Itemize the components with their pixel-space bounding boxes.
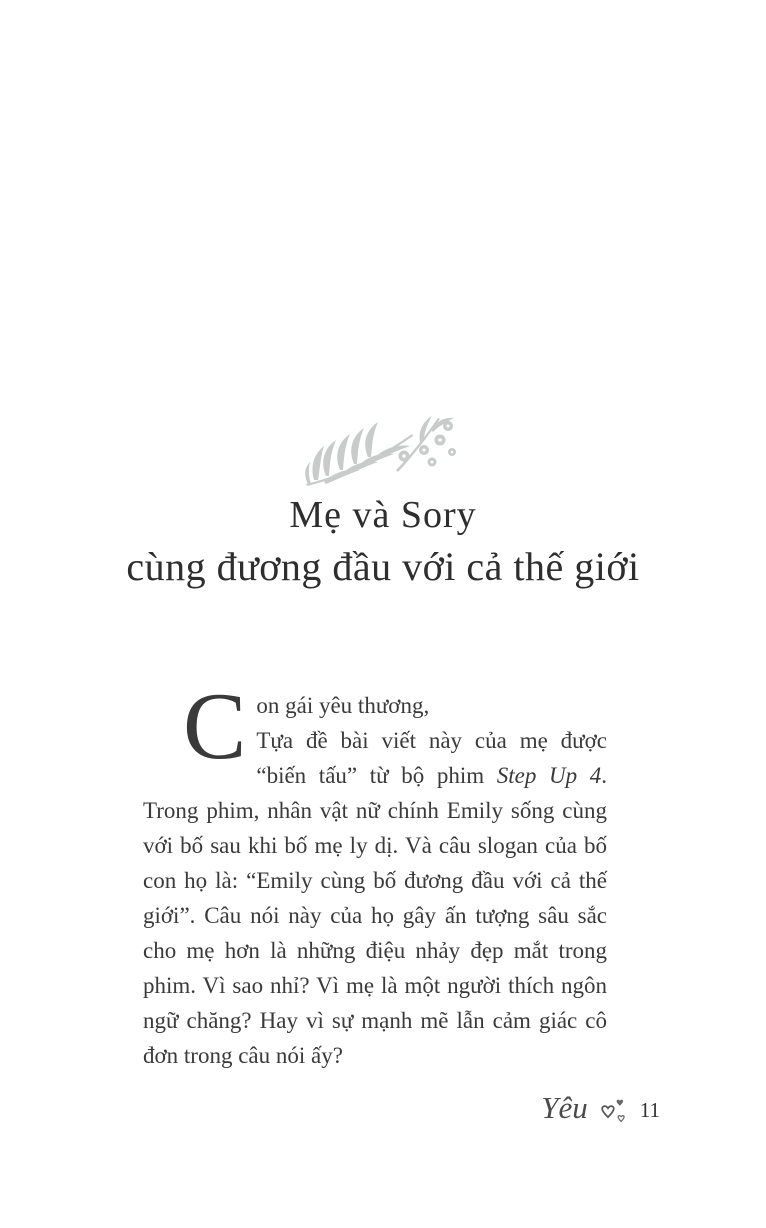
drop-cap: C bbox=[183, 673, 247, 779]
hearts-icon bbox=[601, 1098, 627, 1124]
chapter-title bbox=[0, 490, 766, 594]
footer-book-title: Yêu bbox=[541, 1090, 588, 1125]
chapter-title-line1: Mẹ và Sory bbox=[289, 494, 477, 536]
page-number: 11 bbox=[639, 1097, 660, 1122]
body-paragraph bbox=[143, 673, 607, 1073]
paragraph-text: Tựa đề bài viết này của mẹ được “biến tấu” từ bộ phim Step Up 4. Trong phim, nhân vật nữ chính Emily sống cùng với bố sau khi bố mẹ ly dị. Và câu slogan của bố con họ là: “Emily cùng bố đương đầu với cả thế giới”. Câu nói này của họ gây ấn tượng sâu sắc cho mẹ hơn là những điệu nhảy đẹp mắt trong phim. Vì sao nhỉ? Vì mẹ là một người thích ngôn ngữ chăng? Hay vì sự mạnh mẽ lẫn cảm giác cô đơn trong câu nói ấy? bbox=[143, 728, 607, 1068]
olive-branch-icon bbox=[300, 410, 470, 495]
chapter-title-line2: cùng đương đầu với cả thế giới bbox=[126, 544, 640, 589]
page-footer bbox=[541, 1088, 660, 1128]
salutation: on gái yêu thương, bbox=[256, 693, 430, 718]
